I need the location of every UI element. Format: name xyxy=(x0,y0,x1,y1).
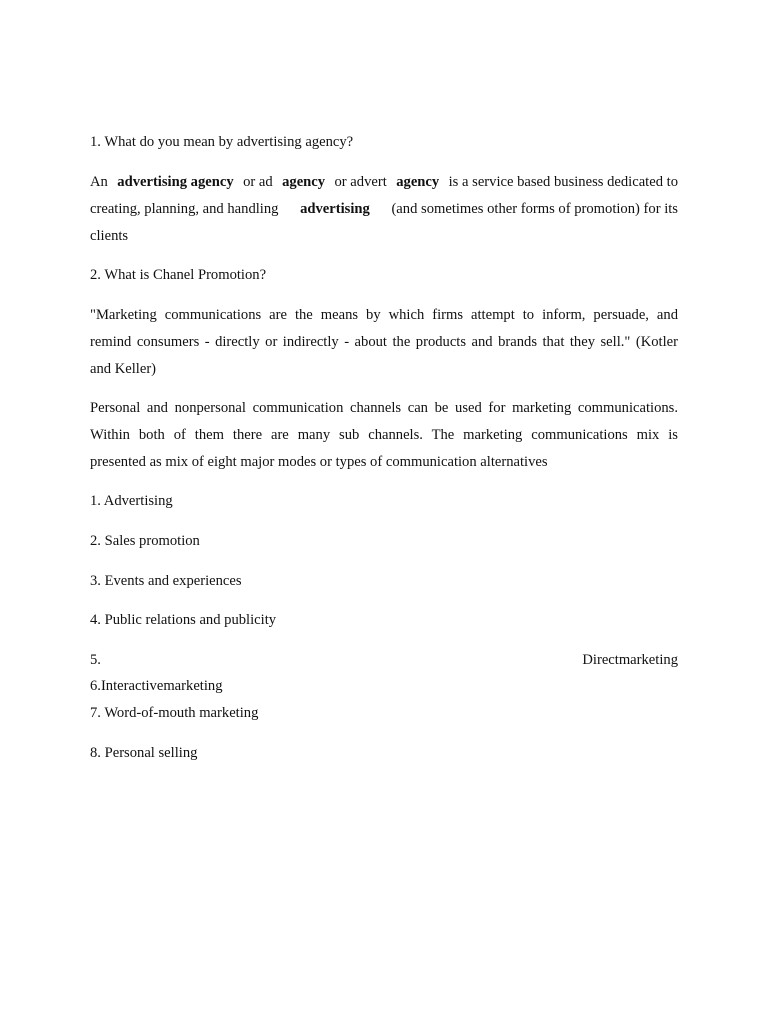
list-item-text: Directmarketing xyxy=(582,652,678,668)
answer-1-word: (and sometimes other forms of promotion) for its xyxy=(391,201,678,217)
list-item: 3. Events and experiences xyxy=(90,573,242,589)
list-item: 6.Interactivemarketing xyxy=(90,678,223,694)
question-2-heading: 2. What is Chanel Promotion? xyxy=(90,267,267,283)
answer-1-bold-term: agency xyxy=(396,174,440,190)
paragraph-line-3: presented as mix of eight major modes or types of communication alternatives xyxy=(90,454,548,470)
list-item: 4. Public relations and publicity xyxy=(90,612,277,628)
list-item: 8. Personal selling xyxy=(90,745,198,761)
answer-1-word: is a service based business dedicated to xyxy=(448,174,678,190)
list-item: 2. Sales promotion xyxy=(90,533,200,549)
answer-1-bold-term: agency xyxy=(282,174,326,190)
answer-1-line-2 xyxy=(90,199,678,219)
answer-1-line-3: clients xyxy=(90,228,129,244)
quote-line-2: remind consumers - directly or indirectly - about the products and brands that they sell." (Kotler xyxy=(90,334,678,350)
paragraph-line-1: Personal and nonpersonal communication channels can be used for marketing communications. xyxy=(90,400,678,416)
answer-1-bold-term: advertising agency xyxy=(117,174,234,190)
list-item xyxy=(90,650,678,670)
list-item-number: 5. xyxy=(90,652,101,668)
quote-line-3: and Keller) xyxy=(90,361,157,377)
answer-1-line-1 xyxy=(90,172,678,192)
answer-1-bold-term: advertising xyxy=(300,201,370,217)
answer-1-word: An xyxy=(90,174,108,190)
list-item: 7. Word-of-mouth marketing xyxy=(90,705,259,721)
paragraph-line-2: Within both of them there are many sub channels. The marketing communications mix is xyxy=(90,427,678,443)
question-1-heading: 1. What do you mean by advertising agency? xyxy=(90,134,354,150)
answer-1-word: or ad xyxy=(243,174,273,190)
list-item: 1. Advertising xyxy=(90,493,173,509)
answer-1-word: or advert xyxy=(334,174,387,190)
quote-line-1: "Marketing communications are the means by which firms attempt to inform, persuade, and xyxy=(90,307,678,323)
answer-1-word: creating, planning, and handling xyxy=(90,201,279,217)
